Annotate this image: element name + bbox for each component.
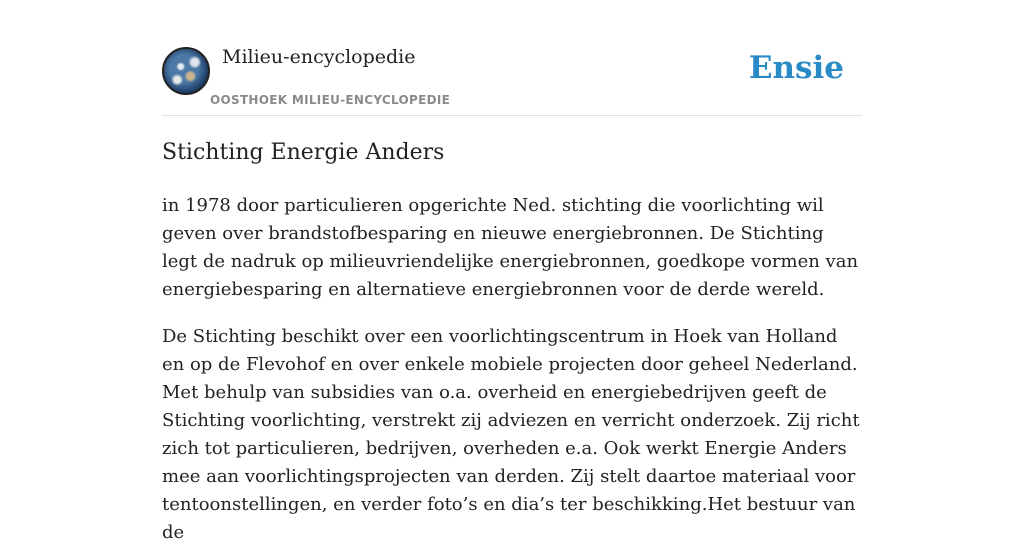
brand-logo[interactable]: Ensie (748, 50, 844, 86)
site-header (162, 0, 862, 116)
article-paragraph-2: De Stichting beschikt over een voorlichtingscentrum in Hoek van Holland en op de Flevohof en over enkele mobiele projecten door geheel Nederland. Met behulp van subsidies van o.a. overheid en energiebedrijven geeft de Stichting voorlichting, verstrekt zij adviezen en verricht onderzoek. Zij richt zich tot particulieren, bedrijven, overheden e.a. Ook werkt Energie Anders mee aan voorlichtingsprojecten van derden. Zij stelt daartoe materiaal voor tentoonstellingen, en verder foto’s en dia’s ter beschikking.Het bestuur van de (162, 326, 860, 543)
site-subtitle[interactable]: OOSTHOEK MILIEU-ENCYCLOPEDIE (210, 93, 451, 107)
article-title: Stichting Energie Anders (162, 140, 445, 165)
earth-globe-icon[interactable] (162, 47, 210, 95)
site-title[interactable]: Milieu-encyclopedie (222, 46, 416, 68)
article-paragraph-1: in 1978 door particulieren opgerichte Ned. stichting die voorlichting wil geven over brandstofbesparing en nieuwe energiebronnen. De Stichting legt de nadruk op milieuvriendelijke energiebronnen, goedkope vormen van energiebesparing en alternatieve energiebronnen voor de derde wereld. (162, 195, 859, 300)
content-container (162, 0, 862, 543)
